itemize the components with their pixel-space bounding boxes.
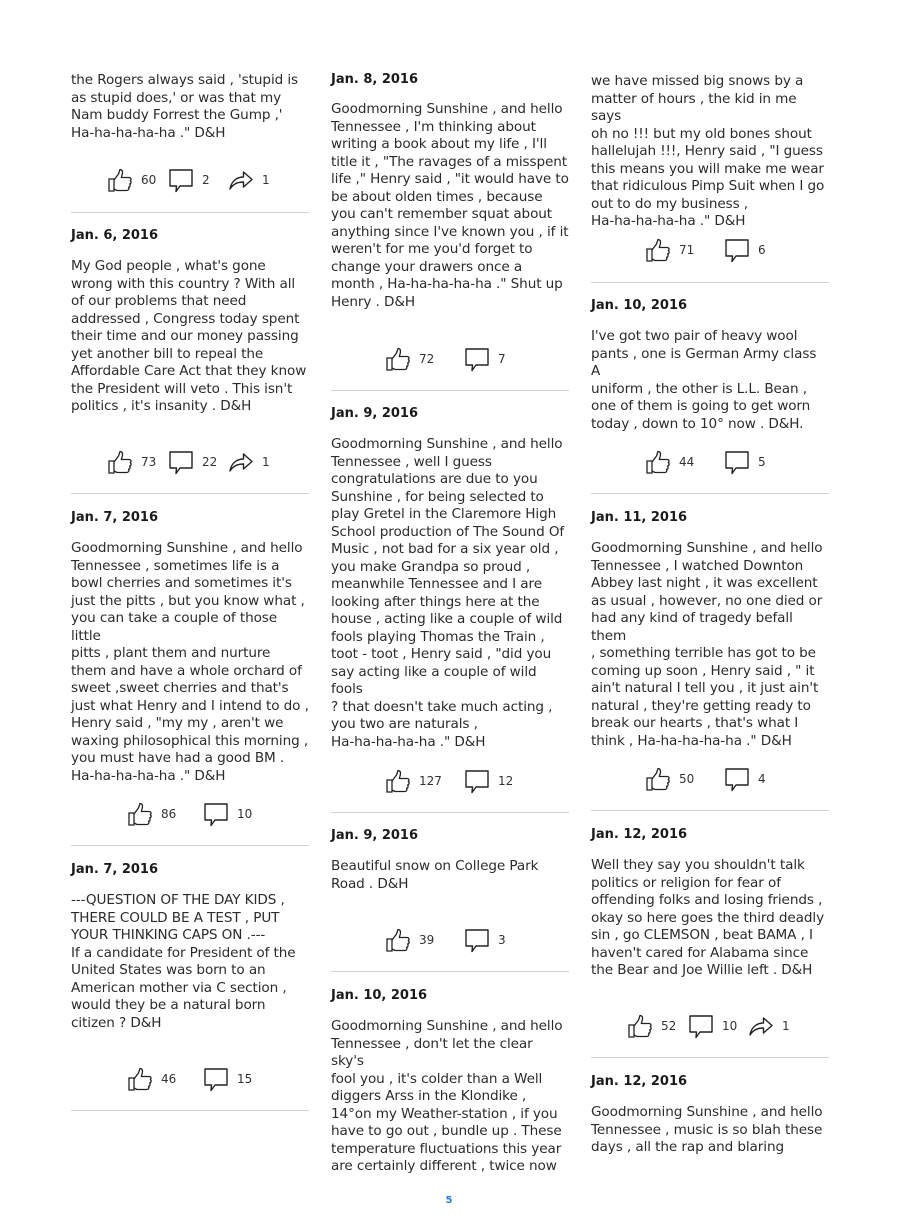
comment-count: 10: [722, 1019, 738, 1033]
like-count: 46: [161, 1072, 177, 1086]
post-date: Jan. 11, 2016: [591, 510, 688, 525]
post-date: Jan. 10, 2016: [591, 298, 688, 313]
speech-bubble-icon: [464, 768, 490, 794]
share-arrow-icon: [748, 1013, 774, 1039]
speech-bubble-icon: [203, 1066, 229, 1092]
post-text: Goodmorning Sunshine , and hello Tennessee , music is so blah these days , all the rap and blaring: [591, 1104, 823, 1155]
share-count: 1: [782, 1019, 790, 1033]
share-count: 1: [262, 173, 270, 187]
post-text: Goodmorning Sunshine , and hello Tennessee , I'm thinking about writing a book about my life , I'll title it , "The ravages of a misspent life ," Henry said , "it would have to be about olden times , because you can't remember squat about anything since I've known you , if it weren't for me you'd forget to change your drawers once a month , Ha-ha-ha-ha-ha ." Shut up Henry . D&H: [331, 101, 569, 310]
post-date: Jan. 10, 2016: [331, 988, 428, 1003]
post-text: My God people , what's gone wrong with this country ? With all of our problems that need addressed , Congress today spent their time and our money passing yet another bill to repeal the Affordable Care Act that they know the President will veto . This isn't politics , it's insanity . D&H: [71, 258, 307, 414]
comment-count: 5: [758, 455, 766, 469]
post-text: Goodmorning Sunshine , and hello Tennessee , I watched Downton Abbey last night , it was excellent as usual , however, no one died or had any kind of tragedy befall them , something terrible has got to be coming up soon , Henry said , " it ain't natural I tell you , it just ain't natural , they're getting ready to break our hearts , that's what I think , Ha-ha-ha-ha-ha ." D&H: [591, 540, 823, 749]
thumbs-up-icon: [385, 927, 411, 953]
comment-count: 15: [237, 1072, 253, 1086]
like-count: 127: [419, 774, 442, 788]
comment-count: 22: [202, 455, 218, 469]
like-count: 60: [141, 173, 157, 187]
divider: [71, 212, 309, 213]
speech-bubble-icon: [724, 766, 750, 792]
like-button[interactable]: [385, 768, 442, 794]
share-button[interactable]: [228, 167, 270, 193]
comment-button[interactable]: [203, 1066, 252, 1092]
speech-bubble-icon: [724, 237, 750, 263]
post-text: Goodmorning Sunshine , and hello Tennessee , don't let the clear sky's fool you , it's colder than a Well diggers Arss in the Klondike , 14°on my Weather-station , if you have to go out , bundle up . These temperature fluctuations this year are certainly different , twice now: [331, 1018, 563, 1174]
comment-button[interactable]: [203, 801, 252, 827]
thumbs-up-icon: [627, 1013, 653, 1039]
divider: [71, 493, 309, 494]
thumbs-up-icon: [645, 766, 671, 792]
divider: [331, 812, 569, 813]
speech-bubble-icon: [168, 167, 194, 193]
share-button[interactable]: [748, 1013, 790, 1039]
like-count: 86: [161, 807, 177, 821]
thumbs-up-icon: [385, 346, 411, 372]
like-count: 72: [419, 352, 435, 366]
post-date: Jan. 9, 2016: [331, 828, 419, 843]
like-button[interactable]: [627, 1013, 676, 1039]
comment-count: 12: [498, 774, 514, 788]
comment-count: 6: [758, 243, 766, 257]
thumbs-up-icon: [127, 1066, 153, 1092]
share-arrow-icon: [228, 449, 254, 475]
like-count: 52: [661, 1019, 677, 1033]
divider: [331, 390, 569, 391]
comment-count: 4: [758, 772, 766, 786]
speech-bubble-icon: [464, 346, 490, 372]
comment-count: 2: [202, 173, 210, 187]
like-button[interactable]: [645, 766, 694, 792]
comment-button[interactable]: [724, 449, 766, 475]
like-count: 39: [419, 933, 435, 947]
post-date: Jan. 9, 2016: [331, 406, 419, 421]
post-text: Goodmorning Sunshine , and hello Tennessee , sometimes life is a bowl cherries and sometimes it's just the pitts , but you know what , you can take a couple of those little pitts , plant them and nurture them and have a whole orchard of sweet ,sweet cherries and that's just what Henry and I intend to do , Henry said , "my my , aren't we waxing philosophical this morning , you must have had a good BM . Ha-ha-ha-ha-ha ." D&H: [71, 540, 309, 784]
post-text: Goodmorning Sunshine , and hello Tennessee , well I guess congratulations are due to you Sunshine , for being selected to play Gretel in the Claremore High School production of The Sound Of Music , not bad for a six year old , you make Grandpa so proud , meanwhile Tennessee and I are looking after things here at the house , acting like a couple of wild fools playing Thomas the Train , toot - toot , Henry said , "did you say acting like a couple of wild fools ? that doesn't take much acting , you two are naturals , Ha-ha-ha-ha-ha ." D&H: [331, 436, 565, 750]
comment-button[interactable]: [724, 766, 766, 792]
comment-button[interactable]: [464, 346, 506, 372]
thumbs-up-icon: [385, 768, 411, 794]
thumbs-up-icon: [645, 237, 671, 263]
post-text: Beautiful snow on College Park Road . D&H: [331, 858, 539, 892]
post-text: ---QUESTION OF THE DAY KIDS , THERE COULD BE A TEST , PUT YOUR THINKING CAPS ON .--- If a candidate for President of the United States was born to an American mother via C section , would they be a natural born citizen ? D&H: [71, 892, 296, 1031]
comment-count: 3: [498, 933, 506, 947]
divider: [71, 845, 309, 846]
speech-bubble-icon: [168, 449, 194, 475]
speech-bubble-icon: [724, 449, 750, 475]
thumbs-up-icon: [127, 801, 153, 827]
comment-button[interactable]: [724, 237, 766, 263]
post-date: Jan. 12, 2016: [591, 1074, 688, 1089]
like-count: 71: [679, 243, 695, 257]
comment-count: 10: [237, 807, 253, 821]
comment-button[interactable]: [168, 449, 217, 475]
comment-button[interactable]: [464, 768, 513, 794]
like-count: 73: [141, 455, 157, 469]
post-date: Jan. 6, 2016: [71, 228, 159, 243]
post-date: Jan. 12, 2016: [591, 827, 688, 842]
share-button[interactable]: [228, 449, 270, 475]
post-text: the Rogers always said , 'stupid is as stupid does,' or was that my Nam buddy Forrest the Gump ,' Ha-ha-ha-ha-ha ." D&H: [71, 72, 299, 141]
like-button[interactable]: [645, 449, 694, 475]
like-button[interactable]: [107, 167, 156, 193]
comment-button[interactable]: [688, 1013, 737, 1039]
post-date: Jan. 7, 2016: [71, 862, 159, 877]
thumbs-up-icon: [107, 449, 133, 475]
page-number: 5: [445, 1195, 453, 1206]
post-text: Well they say you shouldn't talk politics or religion for fear of offending folks and losing friends , okay so here goes the third deadly sin , go CLEMSON , beat BAMA , I haven't cared for Alabama since the Bear and Joe Willie left . D&H: [591, 857, 825, 978]
divider: [591, 1057, 829, 1058]
divider: [331, 971, 569, 972]
share-arrow-icon: [228, 167, 254, 193]
like-button[interactable]: [385, 927, 434, 953]
post-text: I've got two pair of heavy wool pants , one is German Army class A uniform , the other is L.L. Bean , one of them is going to get worn today , down to 10° now . D&H.: [591, 328, 817, 432]
divider: [71, 1110, 309, 1111]
post-date: Jan. 8, 2016: [331, 72, 419, 87]
like-button[interactable]: [107, 449, 156, 475]
comment-count: 7: [498, 352, 506, 366]
speech-bubble-icon: [464, 927, 490, 953]
like-count: 50: [679, 772, 695, 786]
post-date: Jan. 7, 2016: [71, 510, 159, 525]
like-count: 44: [679, 455, 695, 469]
speech-bubble-icon: [203, 801, 229, 827]
divider: [591, 810, 829, 811]
like-button[interactable]: [645, 237, 694, 263]
thumbs-up-icon: [645, 449, 671, 475]
like-button[interactable]: [127, 801, 176, 827]
divider: [591, 282, 829, 283]
comment-button[interactable]: [168, 167, 210, 193]
speech-bubble-icon: [688, 1013, 714, 1039]
divider: [591, 493, 829, 494]
share-count: 1: [262, 455, 270, 469]
like-button[interactable]: [127, 1066, 176, 1092]
like-button[interactable]: [385, 346, 434, 372]
post-text: we have missed big snows by a matter of hours , the kid in me says oh no !!! but my old bones shout hallelujah !!!, Henry said , "I guess this means you will make me wear that ridiculous Pimp Suit when I go out to do my business , Ha-ha-ha-ha-ha ." D&H: [591, 73, 825, 229]
comment-button[interactable]: [464, 927, 506, 953]
thumbs-up-icon: [107, 167, 133, 193]
